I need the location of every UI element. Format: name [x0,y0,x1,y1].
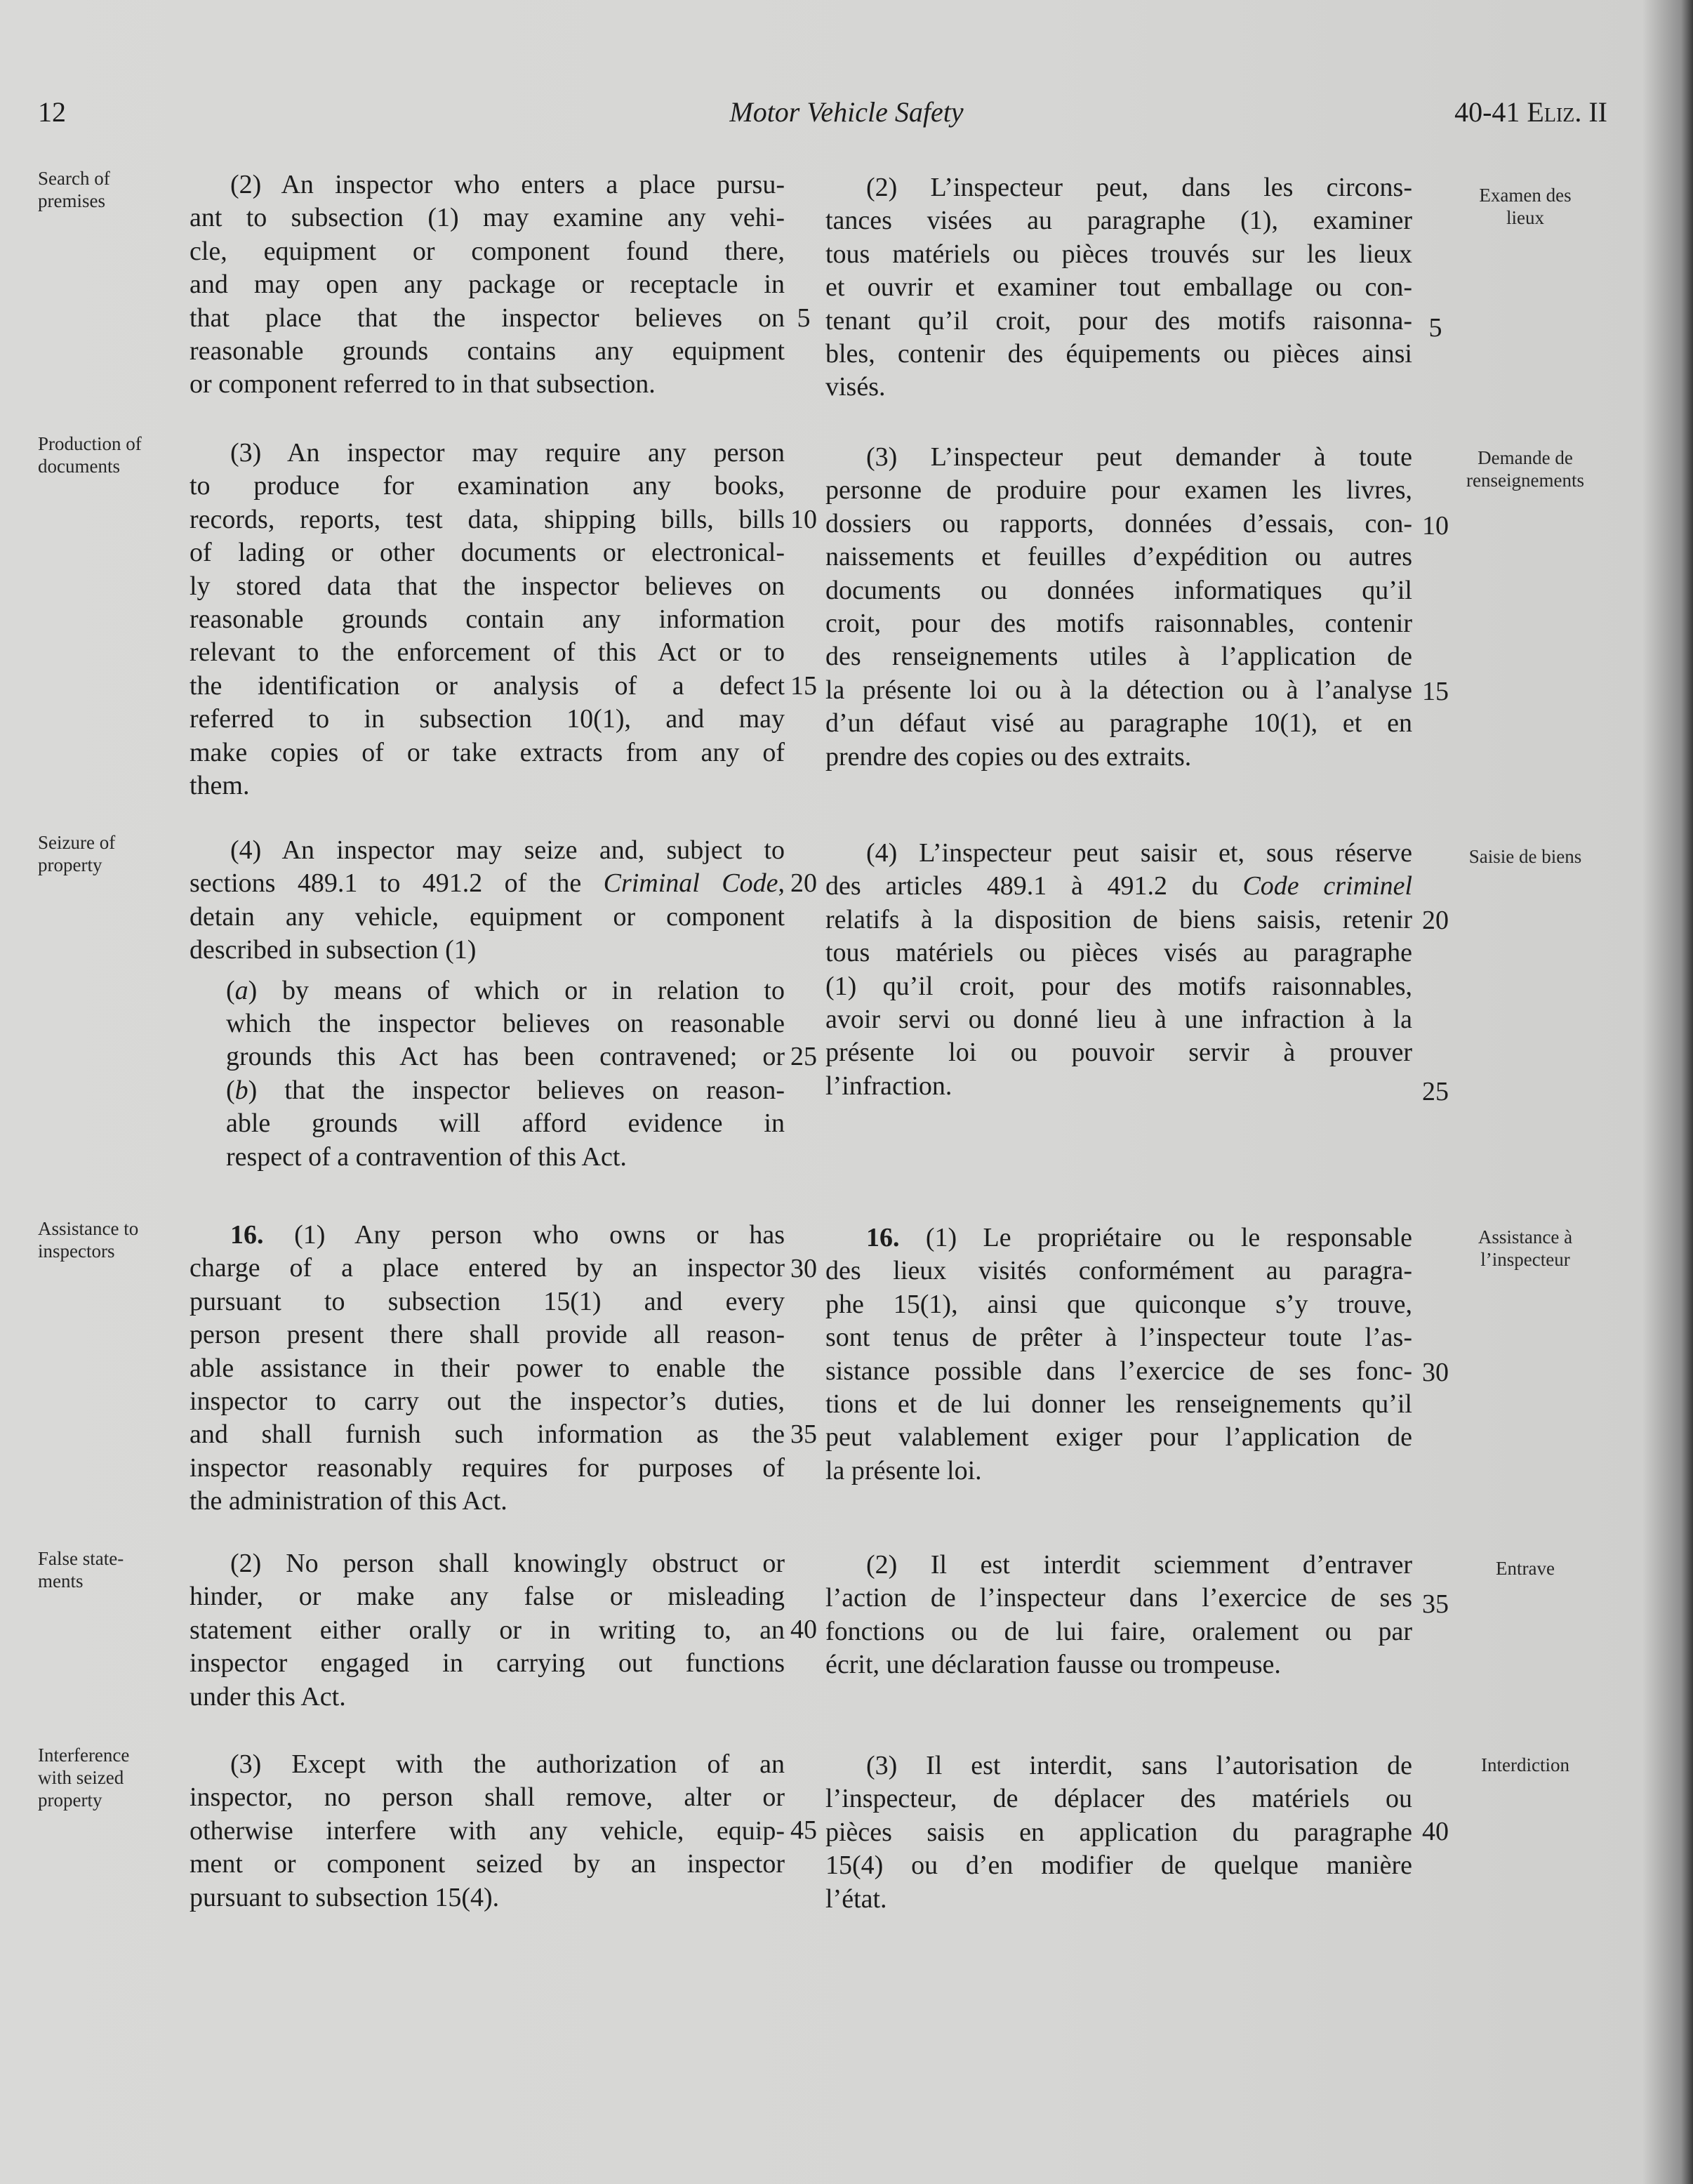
margin-note-examen-des-lieux: Examen des lieux [1479,185,1572,228]
text-line: that place that the inspector believes on [190,303,785,333]
english-subsection-15-3 [190,437,785,802]
text-line: able assistance in their power to enable the [190,1353,785,1383]
text-line: charge of a place entered by an inspector [190,1253,785,1283]
french-paragraphe-16-3 [825,1749,1412,1916]
text-line: respect of a contravention of this Act. [226,1141,627,1172]
text-line: (2) An inspector who enters a place pursu- [230,170,785,199]
text-line: records, reports, test data, shipping bills, bills [190,504,785,534]
line-number: 20 [790,868,817,898]
text-line: otherwise interfere with any vehicle, equip- [190,1815,785,1846]
margin-note-false-statements: False state- ments [38,1548,124,1591]
text-line: des lieux visités conformément au paragra- [825,1256,1412,1286]
text-line: (3) Il est interdit, sans l’autorisation de [866,1751,1412,1780]
volume-prefix: 40-41 [1454,96,1527,128]
text-line: (2) L’inspecteur peut, dans les circons- [866,173,1412,202]
text-line: make copies of or take extracts from any of [190,737,785,767]
text-line: visés. [825,372,886,402]
french-paragraphe-15-4 [825,837,1412,1103]
line-number: 10 [790,505,817,534]
text-line: (1) qu’il croit, pour des motifs raisonnables, [825,971,1412,1001]
line-number: 10 [1422,511,1449,541]
text-line: pièces saisis en application du paragraphe [825,1817,1412,1847]
text-line: or component referred to in that subsection. [190,369,656,399]
margin-note-interference-with-seized-property: Interference with seized property [38,1745,130,1811]
text-line: fonctions ou de lui faire, oralement ou par [825,1616,1412,1646]
text-line: sistance possible dans l’exercice de ses fonc- [825,1356,1412,1386]
line-number: 5 [797,303,811,333]
text-line: pursuant to subsection 15(4). [190,1882,500,1912]
text-line: detain any vehicle, equipment or component [190,901,785,932]
line-number: 15 [1422,677,1449,706]
text-line: reasonable grounds contains any equipment [190,336,785,366]
text-line: peut valablement exiger pour l’application de [825,1422,1412,1452]
text-line: ly stored data that the inspector believes on [190,571,785,601]
text-line: la présente loi ou à la détection ou à l’analyse [825,675,1412,705]
text-line: which the inspector believes on reasonable [226,1009,785,1039]
text-line: l’infraction. [825,1071,952,1101]
text-line: relatifs à la disposition de biens saisis, retenir [825,904,1412,934]
paragraph-a: (a) by means of which or in relation to [226,975,785,1005]
text-line: tions et de lui donner les renseignements qu’il [825,1389,1412,1419]
text-line: (4) An inspector may seize and, subject to [230,835,785,865]
text-line: tous matériels ou pièces trouvés sur les lieux [825,239,1412,269]
text-line: person present there shall provide all reason- [190,1320,785,1350]
text-line: personne de produire pour examen les livres, [825,475,1412,505]
line-number: 40 [1422,1817,1449,1846]
french-paragraphe-16-2 [825,1549,1412,1682]
line-number: 40 [790,1615,817,1644]
margin-note-seizure-of-property: Seizure of property [38,832,116,875]
text-line: (3) An inspector may require any person [230,438,785,468]
paragraph-b: (b) that the inspector believes on reason- [226,1075,785,1105]
line-number: 35 [1422,1589,1449,1619]
text-line: of lading or other documents or electronical- [190,538,785,568]
text-line: inspector, no person shall remove, alter or [190,1782,785,1813]
code-criminel-title: Code criminel [1242,871,1413,901]
line-number: 35 [790,1419,817,1449]
text-line: présente loi ou pouvoir servir à prouver [825,1038,1412,1068]
margin-note-search-of-premises: Search of premises [38,168,110,211]
text-line: the identification or analysis of a defect [190,670,785,701]
margin-note-assistance-a-linspecteur: Assistance à l’inspecteur [1478,1226,1573,1270]
text-line: cle, equipment or component found there, [190,236,785,266]
section-number: 16. [866,1223,900,1252]
text-line: hinder, or make any false or misleading [190,1582,785,1612]
text-line: naissements et feuilles d’expédition ou autres [825,542,1412,572]
text-line: l’inspecteur, de déplacer des matériels ou [825,1784,1412,1814]
english-subsection-16-2 [190,1547,785,1714]
english-subsection-15-2 [190,168,785,402]
text-line: l’action de l’inspecteur dans l’exercice de ses [825,1583,1412,1613]
text-line: pursuant to subsection 15(1) and every [190,1286,785,1316]
criminal-code-title: Criminal Code [603,868,778,899]
line-number: 30 [1422,1358,1449,1387]
text-line: dossiers ou rapports, données d’essais, con- [825,508,1412,538]
text-line: (2) No person shall knowingly obstruct or [230,1549,785,1578]
text-line: described in subsection (1) [190,935,477,965]
margin-note-assistance-to-inspectors: Assistance to inspectors [38,1218,139,1262]
text-line: inspector to carry out the inspector’s duties, [190,1386,785,1417]
text-line: the administration of this Act. [190,1486,507,1516]
text-line: tenant qu’il croit, pour des motifs raisonna- [825,305,1412,336]
text-line: grounds this Act has been contravened; or [226,1042,785,1072]
line-number: 25 [790,1042,817,1071]
text-line: and may open any package or receptacle in [190,270,785,300]
text-line: 16. (1) Le propriétaire ou le responsable [866,1223,1412,1252]
french-paragraphe-15-3 [825,441,1412,774]
text-line: sections 489.1 to 491.2 of the Criminal Code, [190,868,785,899]
line-number: 15 [790,671,817,701]
text-line: 16. (1) Any person who owns or has [230,1220,785,1250]
text-line: ment or component seized by an inspector [190,1849,785,1879]
french-paragraphe-15-2 [825,171,1412,404]
text-line: avoir servi ou donné lieu à une infraction à la [825,1005,1412,1035]
text-line: referred to in subsection 10(1), and may [190,704,785,734]
text-line: la présente loi. [825,1455,982,1485]
text-line: (2) Il est interdit sciemment d’entraver [866,1550,1412,1580]
text-line: d’un défaut visé au paragraphe 10(1), et en [825,708,1412,739]
text-line: and shall furnish such information as the [190,1419,785,1450]
text-line: reasonable grounds contain any information [190,604,785,635]
english-subsection-16-3 [190,1748,785,1914]
text-line: to produce for examination any books, [190,471,785,501]
margin-note-demande-de-renseignements: Demande de renseignements [1466,447,1584,491]
margin-note-production-of-documents: Production of documents [38,433,142,477]
volume-regnal: Eliz. II [1527,96,1607,128]
text-line: (3) L’inspecteur peut demander à toute [866,442,1412,472]
text-line: them. [190,771,250,801]
english-section-16-1 [190,1219,785,1518]
text-line: (4) L’inspecteur peut saisir et, sous réserve [866,838,1412,868]
text-line: des renseignements utiles à l’application de [825,642,1412,672]
text-line: des articles 489.1 à 491.2 du Code criminel [825,871,1413,901]
text-line: l’état. [825,1884,887,1914]
page-number: 12 [38,96,66,128]
text-line: phe 15(1), ainsi que quiconque s’y trouve, [825,1289,1412,1319]
line-number: 45 [790,1815,817,1845]
text-line: croit, pour des motifs raisonnables, contenir [825,609,1412,639]
text-line: écrit, une déclaration fausse ou trompeuse. [825,1650,1281,1680]
text-line: under this Act. [190,1681,346,1712]
text-line: able grounds will afford evidence in [226,1108,785,1139]
section-number: 16. [230,1220,264,1250]
line-number: 20 [1422,906,1449,935]
margin-note-interdiction: Interdiction [1481,1754,1569,1775]
text-line: prendre des copies ou des extraits. [825,741,1192,772]
text-line: statement either orally or in writing to, an [190,1615,785,1645]
text-line: tances visées au paragraphe (1), examiner [825,206,1412,236]
running-title: Motor Vehicle Safety [729,96,964,128]
line-number: 25 [1422,1077,1449,1106]
line-number: 30 [790,1254,817,1283]
text-line: ant to subsection (1) may examine any vehi- [190,203,785,233]
text-line: tous matériels ou pièces visés au paragraphe [825,938,1412,968]
text-line: bles, contenir des équipements ou pièces ainsi [825,339,1412,369]
text-line: relevant to the enforcement of this Act or to [190,637,785,668]
text-line: documents ou données informatiques qu’il [825,575,1412,605]
text-line: sont tenus de prêter à l’inspecteur toute l’as- [825,1323,1412,1353]
margin-note-saisie-de-biens: Saisie de biens [1468,846,1582,867]
french-article-16-1 [825,1222,1412,1488]
english-subsection-15-4 [190,834,785,1174]
text-line: inspector engaged in carrying out functions [190,1648,785,1679]
text-line: (3) Except with the authorization of an [230,1749,785,1779]
line-number: 5 [1428,313,1442,343]
margin-note-entrave: Entrave [1496,1558,1555,1579]
text-line: et ouvrir et examiner tout emballage ou con- [825,272,1412,303]
volume-reference [1454,98,1607,126]
text-line: 15(4) ou d’en modifier de quelque manière [825,1851,1412,1881]
text-line: inspector reasonably requires for purposes of [190,1452,785,1483]
